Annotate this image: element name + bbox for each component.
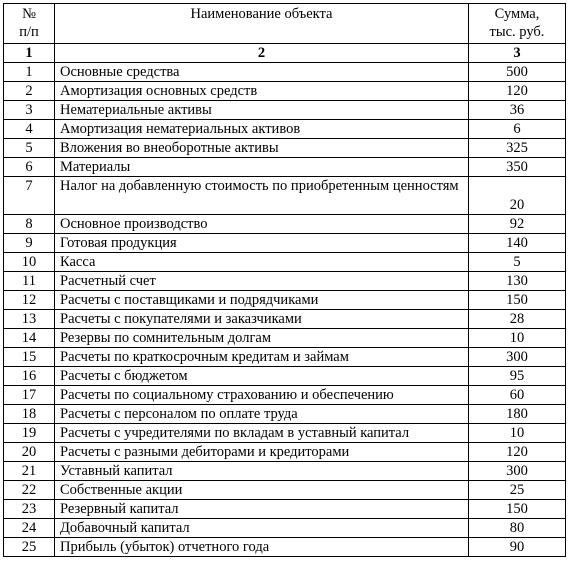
row-name: Расчеты с учредителями по вкладам в уставный капитал (55, 424, 469, 443)
row-sum: 500 (469, 63, 566, 82)
table-row (4, 272, 566, 291)
row-name: Расчеты с поставщиками и подрядчиками (55, 291, 469, 310)
row-name: Прибыль (убыток) отчетного года (55, 538, 469, 557)
table-row (4, 481, 566, 500)
row-sum: 325 (469, 139, 566, 158)
table-row (4, 291, 566, 310)
row-number: 9 (4, 234, 55, 253)
row-number: 21 (4, 462, 55, 481)
table-row (4, 443, 566, 462)
row-name: Амортизация нематериальных активов (55, 120, 469, 139)
row-name: Амортизация основных средств (55, 82, 469, 101)
table-row (4, 424, 566, 443)
row-name: Расчетный счет (55, 272, 469, 291)
row-name: Расчеты по краткосрочным кредитам и займам (55, 348, 469, 367)
row-sum: 10 (469, 329, 566, 348)
row-sum: 350 (469, 158, 566, 177)
row-sum: 5 (469, 253, 566, 272)
table-row (4, 139, 566, 158)
row-number: 11 (4, 272, 55, 291)
row-name: Нематериальные активы (55, 101, 469, 120)
row-number: 22 (4, 481, 55, 500)
row-sum: 180 (469, 405, 566, 424)
table-row (4, 158, 566, 177)
table-row (4, 310, 566, 329)
row-name: Уставный капитал (55, 462, 469, 481)
row-sum: 120 (469, 443, 566, 462)
row-number: 8 (4, 215, 55, 234)
row-name: Касса (55, 253, 469, 272)
row-number: 14 (4, 329, 55, 348)
table-row (4, 253, 566, 272)
header-sum-line2: тыс. руб. (489, 24, 545, 40)
row-name: Собственные акции (55, 481, 469, 500)
row-name: Основное производство (55, 215, 469, 234)
row-name: Расчеты по социальному страхованию и обеспечению (55, 386, 469, 405)
header-sum (469, 4, 566, 44)
header-num-line2: п/п (19, 24, 39, 40)
row-name: Расчеты с покупателями и заказчиками (55, 310, 469, 329)
row-sum: 36 (469, 101, 566, 120)
column-index: 2 (55, 44, 469, 63)
row-number: 17 (4, 386, 55, 405)
row-sum: 80 (469, 519, 566, 538)
header-sum-line1: Сумма, (494, 6, 540, 22)
row-number: 2 (4, 82, 55, 101)
row-sum: 92 (469, 215, 566, 234)
row-name: Резервный капитал (55, 500, 469, 519)
table-row (4, 329, 566, 348)
row-sum: 150 (469, 500, 566, 519)
table-row (4, 63, 566, 82)
row-sum: 20 (469, 177, 566, 215)
row-number: 15 (4, 348, 55, 367)
row-number: 5 (4, 139, 55, 158)
row-number: 19 (4, 424, 55, 443)
table-row (4, 538, 566, 557)
row-number: 13 (4, 310, 55, 329)
table-row (4, 462, 566, 481)
column-index-row (4, 44, 566, 63)
row-name: Расчеты с разными дебиторами и кредиторами (55, 443, 469, 462)
row-name: Налог на добавленную стоимость по приобретенным ценностям (55, 177, 469, 215)
row-number: 3 (4, 101, 55, 120)
table-header-row (4, 4, 566, 44)
row-number: 10 (4, 253, 55, 272)
row-sum: 140 (469, 234, 566, 253)
table-row (4, 367, 566, 386)
table-row (4, 519, 566, 538)
row-number: 20 (4, 443, 55, 462)
row-sum: 60 (469, 386, 566, 405)
row-sum: 120 (469, 82, 566, 101)
row-sum: 150 (469, 291, 566, 310)
row-number: 24 (4, 519, 55, 538)
column-index: 1 (4, 44, 55, 63)
column-index: 3 (469, 44, 566, 63)
row-number: 7 (4, 177, 55, 215)
row-number: 16 (4, 367, 55, 386)
table-row (4, 234, 566, 253)
row-sum: 90 (469, 538, 566, 557)
row-name: Материалы (55, 158, 469, 177)
table-row (4, 405, 566, 424)
row-number: 18 (4, 405, 55, 424)
row-name: Готовая продукция (55, 234, 469, 253)
row-number: 12 (4, 291, 55, 310)
row-sum: 6 (469, 120, 566, 139)
row-name: Расчеты с бюджетом (55, 367, 469, 386)
row-sum: 10 (469, 424, 566, 443)
row-number: 4 (4, 120, 55, 139)
row-name: Вложения во внеоборотные активы (55, 139, 469, 158)
header-num-line1: № (22, 6, 36, 22)
header-name: Наименование объекта (55, 4, 469, 44)
accounts-table (3, 3, 566, 557)
table-row (4, 82, 566, 101)
row-name: Основные средства (55, 63, 469, 82)
table-row (4, 177, 566, 215)
row-number: 25 (4, 538, 55, 557)
row-name: Расчеты с персоналом по оплате труда (55, 405, 469, 424)
table-row (4, 386, 566, 405)
table-row (4, 215, 566, 234)
row-sum: 300 (469, 462, 566, 481)
header-num (4, 4, 55, 44)
row-sum: 28 (469, 310, 566, 329)
table-row (4, 120, 566, 139)
row-sum: 25 (469, 481, 566, 500)
row-number: 23 (4, 500, 55, 519)
row-sum: 130 (469, 272, 566, 291)
row-sum: 300 (469, 348, 566, 367)
row-name: Добавочный капитал (55, 519, 469, 538)
table-row (4, 101, 566, 120)
table-body (4, 63, 566, 557)
table-row (4, 500, 566, 519)
row-number: 6 (4, 158, 55, 177)
row-name: Резервы по сомнительным долгам (55, 329, 469, 348)
table-row (4, 348, 566, 367)
row-sum: 95 (469, 367, 566, 386)
row-number: 1 (4, 63, 55, 82)
